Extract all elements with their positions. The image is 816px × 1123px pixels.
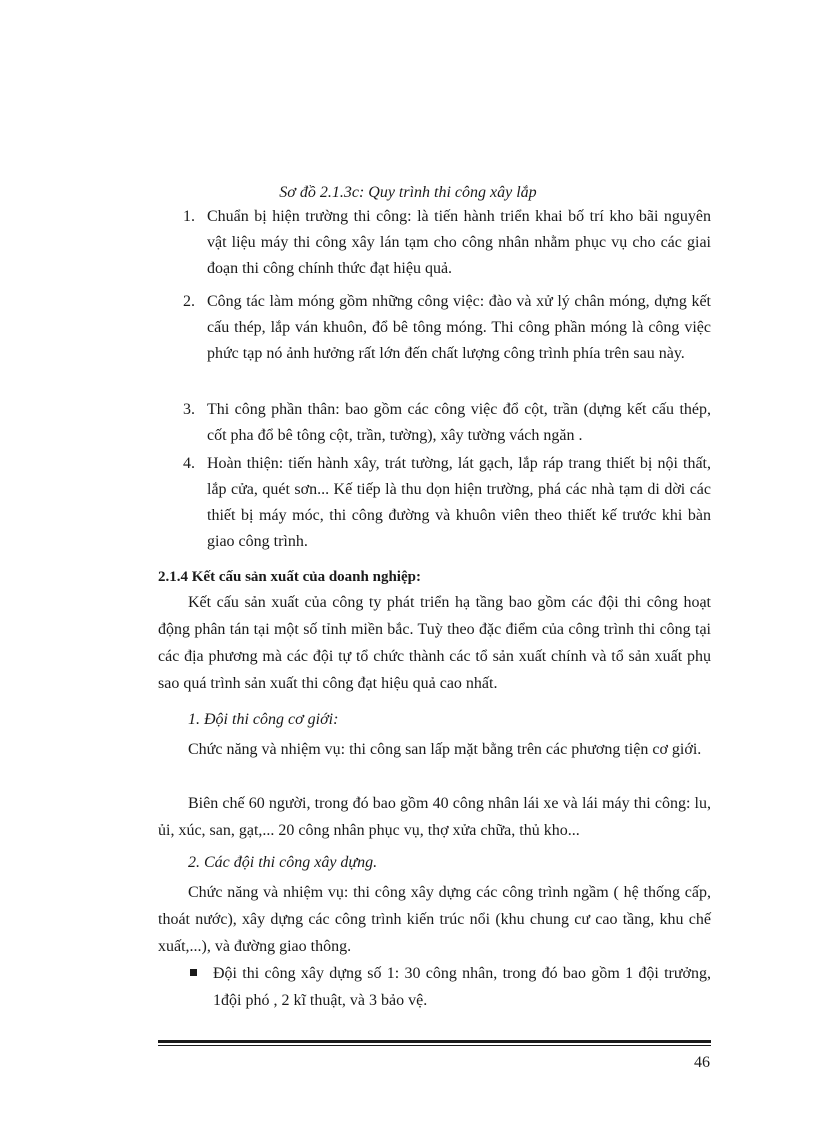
square-bullet-icon: [190, 969, 197, 976]
section-intro-paragraph: [158, 589, 711, 697]
paragraph-text: Biên chế 60 người, trong đó bao gồm 40 công nhân lái xe và lái máy thi công: lu, ủi, xúc, san, gạt,... 20 công nhân phục vụ, thợ xửa chữa, thủ kho...: [158, 795, 711, 839]
team2-function-paragraph: [158, 879, 711, 960]
list-item-text: Hoàn thiện: tiến hành xây, trát tường, lát gạch, lắp ráp trang thiết bị nội thất, lắp cửa, quét sơn... Kế tiếp là thu dọn hiện trường, phá các nhà tạm di dời các thiết bị máy móc, thi công đường và khuôn viên theo thiết kế trước khi bàn giao công trình.: [207, 455, 711, 550]
paragraph-text: Kết cấu sản xuất của công ty phát triển hạ tầng bao gồm các đội thi công hoạt động phân tán tại một số tỉnh miền bắc. Tuỳ theo đặc điểm của công trình thi công tại các địa phương mà các đội tự tổ chức thành các tổ sản xuất chính và tổ sản xuất phụ sao quá trình sản xuất thi công đạt hiệu quả cao nhất.: [158, 594, 711, 692]
paragraph-text: Chức năng và nhiệm vụ: thi công san lấp mặt bằng trên các phương tiện cơ giới.: [188, 741, 702, 758]
list-item: [183, 451, 711, 555]
team1-function-paragraph: [158, 736, 711, 763]
team1-staff-paragraph: [158, 790, 711, 844]
list-item-text: Công tác làm móng gồm những công việc: đào và xử lý chân móng, dựng kết cấu thép, lắp ván khuôn, đổ bê tông móng. Thi công phần móng là công việc phức tạp nó ảnh hưởng rất lớn đến chất lượng công trình phía trên sau này.: [207, 293, 711, 362]
list-item-number: 2.: [183, 293, 195, 310]
list-item-number: 4.: [183, 455, 195, 472]
team1-title: 1. Đội thi công cơ giới:: [188, 711, 339, 728]
list-item: [183, 397, 711, 449]
section-heading: 2.1.4 Kết cấu sản xuất của doanh nghiệp:: [158, 569, 421, 585]
page-number: 46: [694, 1054, 710, 1071]
paragraph-text: Chức năng và nhiệm vụ: thi công xây dựng các công trình ngầm ( hệ thống cấp, thoát nước), xây dựng các công trình kiến trúc nổi (khu chung cư cao tầng, khu chế xuất,...), và đường giao thông.: [158, 884, 711, 955]
diagram-caption: Sơ đồ 2.1.3c: Quy trình thi công xây lắp: [279, 184, 537, 201]
list-item-number: 1.: [183, 208, 195, 225]
list-item-text: Thi công phần thân: bao gồm các công việc đổ cột, trần (dựng kết cấu thép, cốt pha đổ bê tông cột, trần, tường), xây tường vách ngăn .: [207, 401, 711, 444]
list-item: [183, 289, 711, 367]
list-item-text: Chuẩn bị hiện trường thi công: là tiến hành triển khai bố trí kho bãi nguyên vật liệu máy thi công xây lán tạm cho công nhân nhằm phục vụ cho các giai đoạn thi công chính thức đạt hiệu quả.: [207, 208, 711, 277]
bullet-item: [190, 960, 711, 1014]
list-item: [183, 204, 711, 282]
list-item-number: 3.: [183, 401, 195, 418]
team2-title: 2. Các đội thi công xây dựng.: [188, 854, 378, 871]
bullet-text: Đội thi công xây dựng số 1: 30 công nhân, trong đó bao gồm 1 đội trưởng, 1đội phó , 2 kĩ thuật, và 3 bảo vệ.: [213, 965, 711, 1009]
footer-divider-thin: [158, 1045, 711, 1046]
footer-divider-thick: [158, 1040, 711, 1043]
